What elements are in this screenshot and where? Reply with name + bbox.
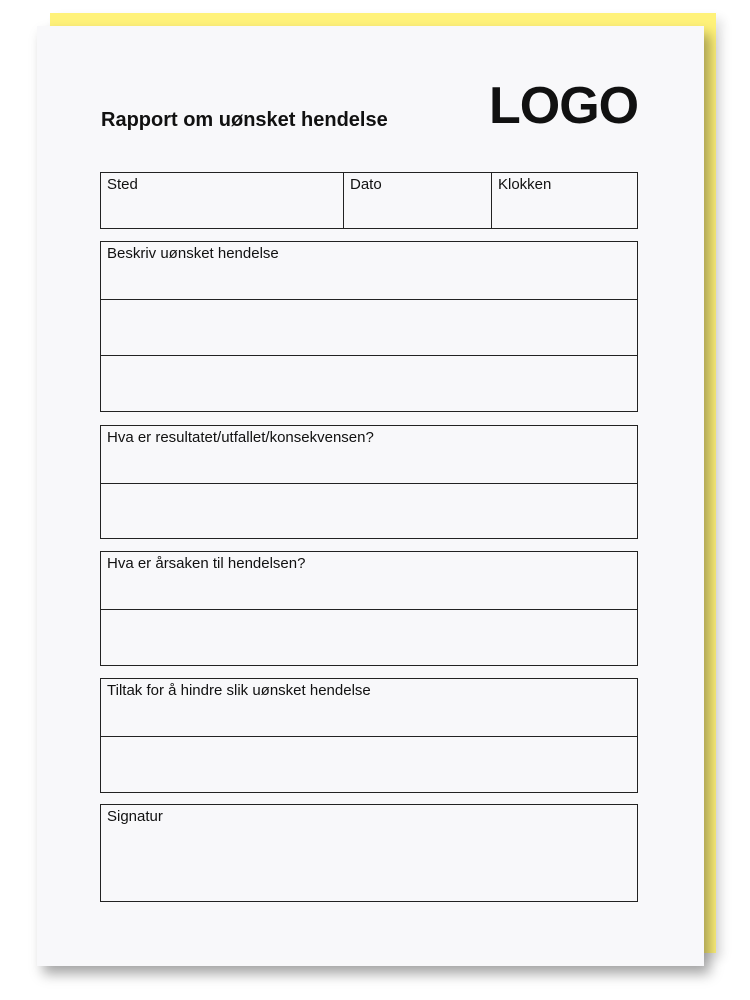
cause-line-1[interactable] xyxy=(101,552,637,610)
logo-placeholder: LOGO xyxy=(489,77,639,135)
describe-section xyxy=(100,241,638,412)
cause-label: Hva er årsaken til hendelsen? xyxy=(107,555,306,572)
date-label: Dato xyxy=(350,176,382,193)
measures-line-1[interactable] xyxy=(101,679,637,737)
describe-line-2[interactable] xyxy=(101,300,637,356)
time-label: Klokken xyxy=(498,176,552,193)
document-title: Rapport om uønsket hendelse xyxy=(101,109,388,131)
describe-line-3[interactable] xyxy=(101,356,637,411)
header-fields xyxy=(100,172,638,229)
place-field[interactable] xyxy=(101,173,344,228)
signature-section[interactable] xyxy=(100,804,638,902)
place-label: Sted xyxy=(107,176,138,193)
result-line-1[interactable] xyxy=(101,426,637,484)
measures-label: Tiltak for å hindre slik uønsket hendelse xyxy=(107,682,371,699)
cause-section xyxy=(100,551,638,666)
measures-section xyxy=(100,678,638,793)
describe-line-1[interactable] xyxy=(101,242,637,300)
signature-label: Signatur xyxy=(107,808,163,825)
describe-label: Beskriv uønsket hendelse xyxy=(107,245,279,262)
measures-line-2[interactable] xyxy=(101,737,637,792)
time-field[interactable] xyxy=(492,173,637,228)
result-line-2[interactable] xyxy=(101,484,637,538)
result-label: Hva er resultatet/utfallet/konsekvensen? xyxy=(107,429,374,446)
date-field[interactable] xyxy=(344,173,492,228)
result-section xyxy=(100,425,638,539)
cause-line-2[interactable] xyxy=(101,610,637,665)
